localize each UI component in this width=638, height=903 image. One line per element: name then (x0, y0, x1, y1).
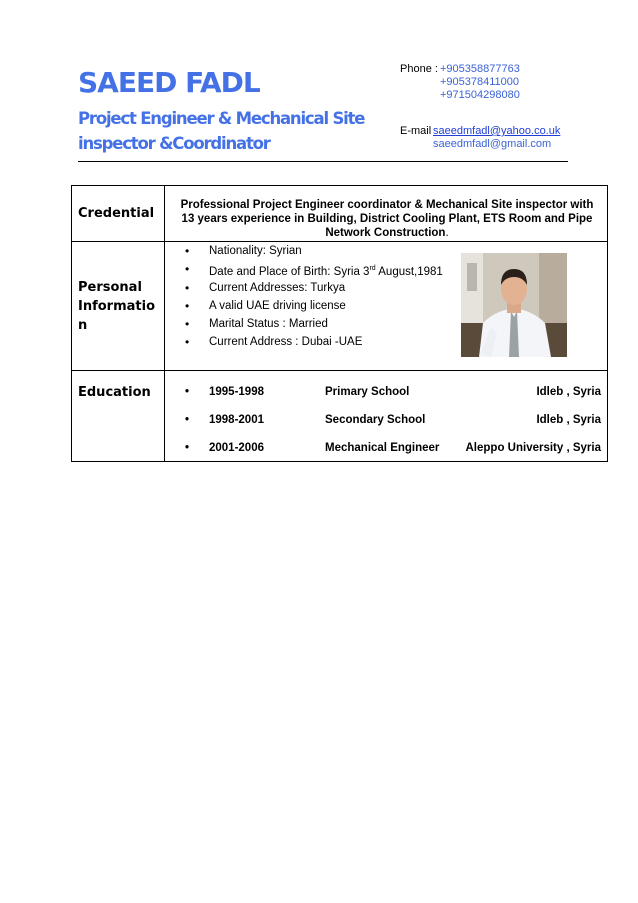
education-years: • 2001-2006 (209, 442, 264, 454)
education-degree: Secondary School (325, 414, 426, 426)
cv-table (71, 185, 608, 462)
credential-cell (165, 186, 608, 242)
list-item (165, 383, 607, 411)
personal-row (72, 242, 608, 371)
phone-number-2[interactable]: +905378411000 (440, 76, 520, 88)
job-title-line-2: inspector &Coordinator (78, 134, 270, 153)
list-item: • Marital Status : Married (185, 315, 443, 333)
profile-photo (461, 253, 567, 357)
list-item: • Nationality: Syrian (185, 242, 443, 260)
job-title (78, 106, 378, 156)
education-years: • 1995-1998 (209, 386, 264, 398)
education-cell (165, 371, 608, 462)
education-row (72, 371, 608, 462)
phone-number-3[interactable]: +971504298080 (440, 89, 520, 101)
list-item: • Current Addresses: Turkya (185, 279, 443, 297)
education-place: Aleppo University , Syria (465, 442, 601, 454)
list-item (165, 411, 607, 439)
education-label: Education (72, 371, 165, 462)
list-item (165, 439, 607, 461)
list-item: • Date and Place of Birth: Syria 3rd August,1981 (185, 260, 443, 278)
education-place: Idleb , Syria (536, 414, 601, 426)
credential-text (165, 186, 607, 240)
list-item: • Current Address : Dubai -UAE (185, 333, 443, 351)
education-degree: Primary School (325, 386, 410, 398)
candidate-name: SAEED FADL (78, 66, 260, 99)
phone-label: Phone : (400, 63, 438, 75)
education-degree: Mechanical Engineer (325, 442, 440, 454)
personal-label-text: Personal Informatio n (78, 279, 156, 333)
credential-row (72, 186, 608, 242)
education-list (165, 371, 607, 461)
job-title-line-1: Project Engineer & Mechanical Site (78, 109, 365, 128)
email-label: E-mail (400, 125, 432, 137)
credential-text-main: Professional Project Engineer coordinator & Mechanical Site inspector with 13 years experience in Building, District Cooling Plant, ETS Room and Pipe Network Construction (180, 199, 594, 239)
email-link-yahoo[interactable]: saeedmfadl@yahoo.co.uk (433, 125, 561, 137)
list-item: • A valid UAE driving license (185, 297, 443, 315)
credential-text-end: . (445, 227, 449, 239)
phone-number-1[interactable]: +905358877763 (440, 63, 520, 75)
credential-label: Credential (72, 186, 165, 242)
education-years: • 1998-2001 (209, 414, 264, 426)
personal-cell (165, 242, 608, 371)
personal-label (72, 242, 165, 371)
email-gmail[interactable]: saeedmfadl@gmail.com (433, 138, 552, 150)
personal-list (185, 242, 443, 352)
header-divider (78, 161, 568, 162)
personal-content (165, 242, 607, 370)
education-place: Idleb , Syria (536, 386, 601, 398)
